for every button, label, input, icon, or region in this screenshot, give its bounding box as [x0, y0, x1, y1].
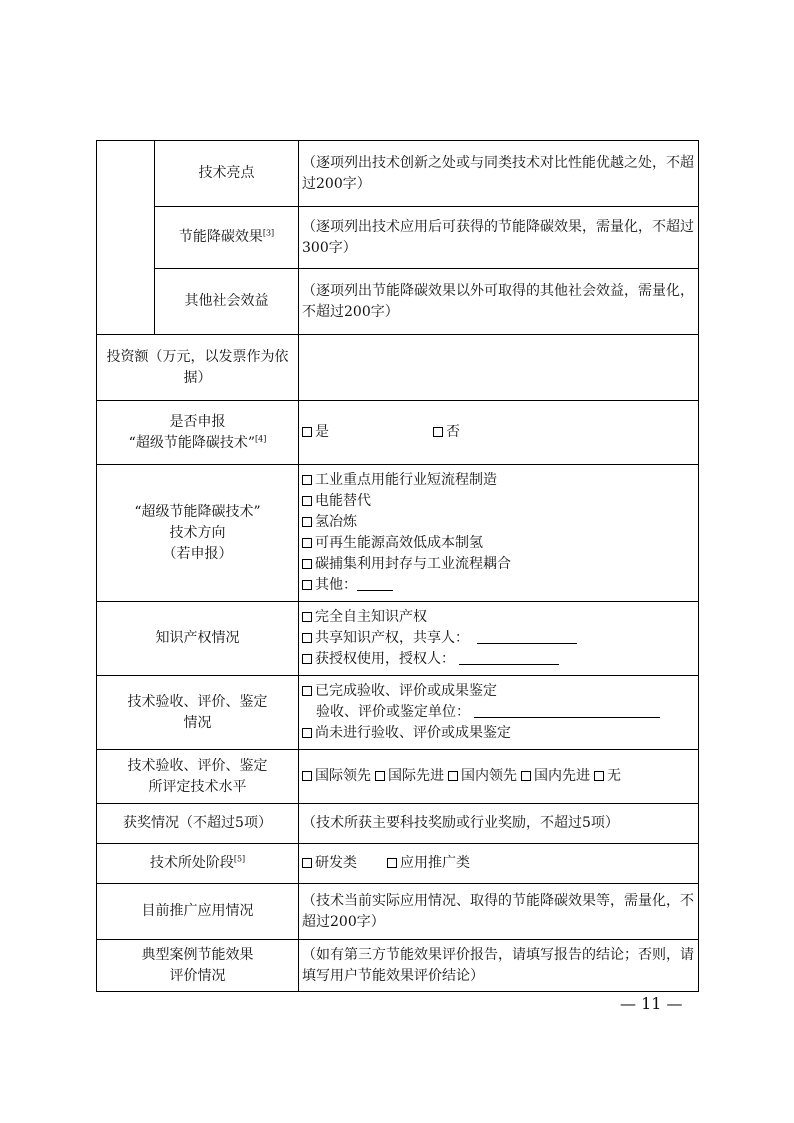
ip-option-label: 获授权使用，授权人：: [315, 651, 455, 667]
sharer-blank[interactable]: [477, 629, 577, 644]
stage-note: [5]: [233, 854, 246, 864]
checkbox-own-ip[interactable]: [302, 612, 312, 622]
checkbox-other[interactable]: [302, 580, 312, 590]
checkbox-domestic-advanced[interactable]: [521, 771, 531, 781]
ip-option-label: 共享知识产权，共享人：: [315, 630, 469, 646]
super-apply-label-line1: 是否申报: [169, 413, 226, 430]
acceptance-item: [302, 681, 695, 702]
energy-effect-desc[interactable]: （逐项列出技术应用后可获得的节能降碳效果，需量化，不超过300字）: [299, 207, 699, 269]
ip-item: [302, 607, 695, 628]
row-level: [97, 750, 699, 804]
row-stage: [97, 844, 699, 884]
option-no-label: 否: [446, 424, 460, 440]
awards-label: 获奖情况（不超过5项）: [97, 804, 299, 844]
acceptance-options: [299, 676, 699, 750]
case-label: [97, 940, 299, 992]
acceptance-label-line2: 情况: [183, 714, 212, 731]
energy-effect-label-cell: [155, 207, 299, 269]
checkbox-renewable-hydrogen[interactable]: [302, 538, 312, 548]
checkbox-hydrogen-metallurgy[interactable]: [302, 517, 312, 527]
super-direction-label-line2: 技术方向: [169, 524, 226, 541]
direction-item: [302, 533, 695, 554]
row-social-benefit: [97, 269, 699, 335]
ip-item: [302, 628, 695, 649]
highlights-label: 技术亮点: [155, 141, 299, 207]
level-option-label: 国际领先: [315, 768, 371, 784]
checkbox-rd[interactable]: [302, 858, 312, 868]
ip-options: [299, 602, 699, 676]
row-ip: [97, 602, 699, 676]
application-desc[interactable]: （技术当前实际应用情况、取得的节能降碳效果等，需量化，不超过200字）: [299, 884, 699, 940]
case-label-line2: 评价情况: [169, 967, 226, 984]
case-desc[interactable]: （如有第三方节能效果评价报告，请填写报告的结论；否则，请填写用户节能效果评价结论）: [299, 940, 699, 992]
acceptance-label: [97, 676, 299, 750]
direction-item: [302, 512, 695, 533]
checkbox-short-process[interactable]: [302, 475, 312, 485]
ip-item: [302, 649, 695, 670]
super-apply-label-line2: “超级节能降碳技术”: [128, 434, 255, 451]
level-option-label: 国内先进: [534, 768, 590, 784]
checkbox-licensed-ip[interactable]: [302, 654, 312, 664]
row-super-apply: [97, 401, 699, 465]
application-form-table: [96, 140, 699, 992]
acceptance-unit-label: 验收、评价或鉴定单位：: [316, 704, 470, 720]
stage-options: [299, 844, 699, 884]
ip-label: 知识产权情况: [97, 602, 299, 676]
level-label-line1: 技术验收、评价、鉴定: [127, 757, 268, 774]
direction-option-label: 氢冶炼: [315, 514, 357, 530]
level-option-label: 无: [607, 768, 621, 784]
checkbox-not-accepted[interactable]: [302, 728, 312, 738]
energy-effect-label: 节能降碳效果: [178, 229, 263, 245]
direction-option-label: 碳捕集利用封存与工业流程耦合: [315, 556, 511, 572]
direction-option-label: 可再生能源高效低成本制氢: [315, 535, 483, 551]
stage-label-cell: [97, 844, 299, 884]
direction-option-label: 电能替代: [315, 493, 371, 509]
level-option-label: 国内领先: [461, 768, 517, 784]
direction-option-label: 其他：: [315, 577, 357, 593]
stage-option-label: 应用推广类: [400, 855, 470, 871]
acceptance-unit-blank[interactable]: [474, 703, 660, 718]
awards-desc[interactable]: （技术所获主要科技奖励或行业奖励，不超过5项）: [299, 804, 699, 844]
acceptance-option-label: 尚未进行验收、评价或成果鉴定: [315, 725, 511, 741]
stage-option-label: 研发类: [315, 855, 357, 871]
checkbox-no[interactable]: [433, 427, 443, 437]
option-yes-label: 是: [315, 424, 329, 440]
direction-item: [302, 554, 695, 575]
acceptance-item: [302, 723, 695, 744]
stage-label: 技术所处阶段: [149, 855, 234, 871]
checkbox-shared-ip[interactable]: [302, 633, 312, 643]
level-option-label: 国际先进: [388, 768, 444, 784]
checkbox-electrification[interactable]: [302, 496, 312, 506]
row-application: [97, 884, 699, 940]
page-number: — 11 —: [620, 994, 683, 1013]
row-awards: [97, 804, 699, 844]
ip-option-label: 完全自主知识产权: [315, 609, 427, 625]
direction-option-label: 工业重点用能行业短流程制造: [315, 472, 497, 488]
acceptance-unit: [302, 702, 695, 723]
row-energy-effect: [97, 207, 699, 269]
application-label: 目前推广应用情况: [97, 884, 299, 940]
acceptance-option-label: 已完成验收、评价或成果鉴定: [315, 683, 497, 699]
investment-value[interactable]: [299, 335, 699, 401]
row-case: [97, 940, 699, 992]
case-label-line1: 典型案例节能效果: [141, 946, 254, 963]
super-direction-label-line3: （若申报）: [162, 545, 233, 562]
checkbox-promotion[interactable]: [387, 858, 397, 868]
direction-item: [302, 575, 695, 596]
checkbox-accepted[interactable]: [302, 686, 312, 696]
level-label-line2: 所评定技术水平: [148, 778, 247, 795]
checkbox-yes[interactable]: [302, 427, 312, 437]
direction-item: [302, 491, 695, 512]
other-blank[interactable]: [357, 576, 393, 591]
checkbox-domestic-leading[interactable]: [448, 771, 458, 781]
highlights-desc[interactable]: （逐项列出技术创新之处或与同类技术对比性能优越之处，不超过200字）: [299, 141, 699, 207]
super-direction-options: [299, 465, 699, 602]
super-direction-label-line1: “超级节能降碳技术”: [134, 503, 261, 520]
level-label: [97, 750, 299, 804]
row-highlights: [97, 141, 699, 207]
row-super-direction: [97, 465, 699, 602]
super-apply-label: [97, 401, 299, 465]
super-direction-label: [97, 465, 299, 602]
direction-item: [302, 470, 695, 491]
super-apply-note: [4]: [254, 433, 267, 443]
super-apply-options: [299, 401, 699, 465]
checkbox-ccus[interactable]: [302, 559, 312, 569]
level-options: [299, 750, 699, 804]
energy-effect-note: [3]: [262, 228, 275, 238]
acceptance-label-line1: 技术验收、评价、鉴定: [127, 693, 268, 710]
licensor-blank[interactable]: [459, 650, 559, 665]
group-cell: [97, 141, 155, 335]
social-benefit-label: 其他社会效益: [155, 269, 299, 335]
row-investment: [97, 335, 699, 401]
social-benefit-desc[interactable]: （逐项列出节能降碳效果以外可取得的其他社会效益，需量化，不超过200字）: [299, 269, 699, 335]
checkbox-none[interactable]: [594, 771, 604, 781]
checkbox-intl-advanced[interactable]: [375, 771, 385, 781]
row-acceptance: [97, 676, 699, 750]
investment-label: 投资额（万元，以发票作为依据）: [97, 335, 299, 401]
checkbox-intl-leading[interactable]: [302, 771, 312, 781]
